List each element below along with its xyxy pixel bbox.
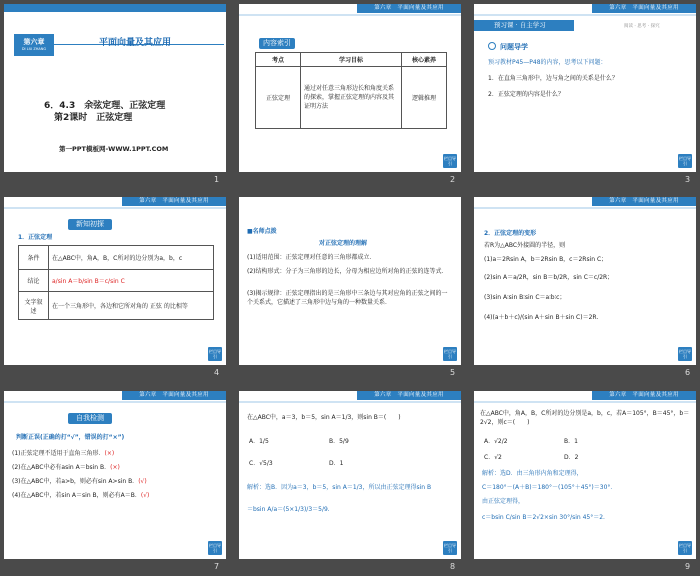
option-c[interactable]: C．√5/3 [249, 460, 273, 467]
nav-button[interactable]: 栏目导引 [209, 543, 221, 553]
slide-header: 第六章 平面向量及其应用 [239, 391, 461, 403]
section-heading: ■名师点拨 [247, 228, 277, 235]
formula-2: (2)sin A＝a/2R，sin B＝b/2R，sin C＝c/2R； [484, 274, 614, 281]
option-c[interactable]: C．√2 [484, 454, 502, 461]
nav-button[interactable]: 栏目导引 [679, 349, 691, 359]
slide-number: 6 [685, 368, 691, 377]
note-title: 对正弦定理的理解 [319, 240, 368, 247]
top-strip [4, 4, 226, 12]
statement-4: (4)在△ABC中，若sin A＝sin B，则必有A＝B．(√) [12, 492, 150, 499]
question-text: 在△ABC中，角A，B，C所对的边分别是a，b，c，若A＝105°，B＝45°，b＝2√2，则c＝( ) [480, 410, 690, 426]
cell-topic: 正弦定理 [256, 67, 301, 129]
section-heading: 2．正弦定理的变形 [484, 230, 537, 237]
section-heading: 1．正弦定理 [18, 234, 53, 241]
preview-subtitle: 阅读 · 思考 · 探究 [624, 24, 660, 29]
formula-3: (3)sin A∶sin B∶sin C＝a∶b∶c； [484, 294, 566, 301]
solution-text: 解析：选B．因为a＝3，b＝5，sin A＝1/3，所以由正弦定理得sin B [247, 484, 432, 491]
slide-thumbnail-3[interactable] [474, 4, 696, 172]
statement-3: (3)在△ABC中，若a>b，则必有sin A>sin B．(√) [12, 478, 147, 485]
chapter-title: 平面向量及其应用 [99, 38, 172, 48]
header-literacy: 核心素养 [402, 53, 447, 67]
slide-number: 8 [450, 562, 456, 571]
slide-number: 2 [450, 175, 456, 184]
nav-button[interactable]: 栏目导引 [679, 156, 691, 166]
option-b[interactable]: B．5/9 [329, 438, 349, 445]
slide-thumbnail-9[interactable] [474, 391, 696, 559]
section-tag: 自我检测 [68, 413, 112, 424]
nav-button[interactable]: 栏目导引 [444, 543, 456, 553]
solution-line-1: 解析：选D．由三角形内角和定理得， [482, 470, 583, 477]
slide-thumbnail-5[interactable] [239, 197, 461, 365]
slide-header: 第六章 平面向量及其应用 [474, 197, 696, 209]
slide-thumbnail-6[interactable] [474, 197, 696, 365]
nav-button[interactable]: 栏目导引 [444, 349, 456, 359]
question-icon [488, 42, 496, 50]
slide-thumbnail-4[interactable] [4, 197, 226, 365]
solution-line-3: 由正弦定理得， [482, 498, 525, 505]
lesson-subtitle: 第2课时 正弦定理 [54, 113, 133, 123]
cell-goal: 通过对任意三角形边长和角度关系的探索，掌握正弦定理的内容及其证明方法 [301, 67, 402, 129]
note-point-1: (1)适用范围：正弦定理对任意的三角形都成立． [247, 254, 376, 261]
section-tag: 内容索引 [259, 38, 295, 49]
note-point-3: (3)揭示规律：正弦定理指出的是三角形中三条边与其对应角的正弦之间的一个关系式，它描述了三角形中边与角的一种数量关系． [247, 290, 448, 306]
option-a[interactable]: A．√2/2 [484, 438, 508, 445]
preview-band: 预习课 · 自主学习 [474, 20, 574, 31]
slide-number: 5 [450, 368, 456, 377]
solution-line-4: c＝bsin C/sin B＝2√2×sin 30°/sin 45°＝2. [482, 514, 605, 521]
slide-header: 第六章 平面向量及其应用 [474, 391, 696, 403]
statement-1: (1)正弦定理不适用于直角三角形．(×) [12, 450, 115, 457]
statement-2: (2)在△ABC中必有asin A＝bsin B．(×) [12, 464, 120, 471]
instruction-text: 判断正误(正确的打“√”，错误的打“×”) [16, 434, 125, 441]
header-topic: 考点 [256, 53, 301, 67]
nav-button[interactable]: 栏目导引 [679, 543, 691, 553]
section-heading: 问题导学 [500, 43, 528, 51]
cell-literacy: 逻辑推理 [402, 67, 447, 129]
theorem-table: 条件 在△ABC中，角A，B，C所对的边分别为a，b，c 结论 a/sin A＝b/sin B＝c/sin C 文字叙述 在一个三角形中，各边和它所对角的 正弦 的比相等 [18, 245, 214, 320]
intro-text: 若R为△ABC外接圆的半径，则 [484, 242, 566, 249]
slide-thumbnail-1[interactable] [4, 4, 226, 172]
slide-header: 第六章 平面向量及其应用 [4, 197, 226, 209]
objectives-table [255, 52, 447, 129]
slide-number: 3 [685, 175, 691, 184]
intro-text: 预习教材P45—P48的内容，思考以下问题： [488, 59, 607, 66]
slide-thumbnail-2[interactable] [239, 4, 461, 172]
option-d[interactable]: D．2 [564, 454, 579, 461]
option-d[interactable]: D．1 [329, 460, 344, 467]
slide-number: 1 [214, 175, 220, 184]
footer-text: 第一PPT模板网-WWW.1PPT.COM [59, 145, 169, 153]
note-point-2: (2)结构形式：分子为三角形的边长，分母为相应边所对角的正弦的连等式． [247, 268, 448, 275]
slide-number: 9 [685, 562, 691, 571]
solution-line-2: C＝180°－(A＋B)＝180°－(105°＋45°)＝30°． [482, 484, 617, 491]
nav-button[interactable]: 栏目导引 [444, 156, 456, 166]
slide-number: 4 [214, 368, 220, 377]
question-text: 在△ABC中，a＝3，b＝5，sin A＝1/3，则sin B＝( ) [247, 414, 401, 421]
header-goal: 学习目标 [301, 53, 402, 67]
formula-1: (1)a＝2Rsin A，b＝2Rsin B，c＝2Rsin C； [484, 256, 608, 263]
question-2: 2．正弦定理的内容是什么？ [488, 91, 564, 98]
question-1: 1．在直角三角形中，边与角之间的关系是什么？ [488, 75, 618, 82]
option-b[interactable]: B．1 [564, 438, 578, 445]
slide-header: 第六章 平面向量及其应用 [474, 4, 696, 16]
chapter-badge: 第六章 DI LIU ZHANG [14, 34, 54, 56]
slide-number: 7 [214, 562, 220, 571]
lesson-title: 6．4.3 余弦定理、正弦定理 [44, 101, 166, 111]
option-a[interactable]: A．1/5 [249, 438, 269, 445]
solution-formula: ＝bsin A/a＝(5×1/3)/3＝5/9. [247, 506, 330, 513]
slide-header: 第六章 平面向量及其应用 [4, 391, 226, 403]
slide-thumbnail-7[interactable] [4, 391, 226, 559]
nav-button[interactable]: 栏目导引 [209, 349, 221, 359]
slide-header: 第六章 平面向量及其应用 [239, 4, 461, 16]
section-tag: 新知初探 [68, 219, 112, 230]
slide-thumbnail-8[interactable] [239, 391, 461, 559]
formula-4: (4)(a＋b＋c)/(sin A＋sin B＋sin C)＝2R. [484, 314, 599, 321]
